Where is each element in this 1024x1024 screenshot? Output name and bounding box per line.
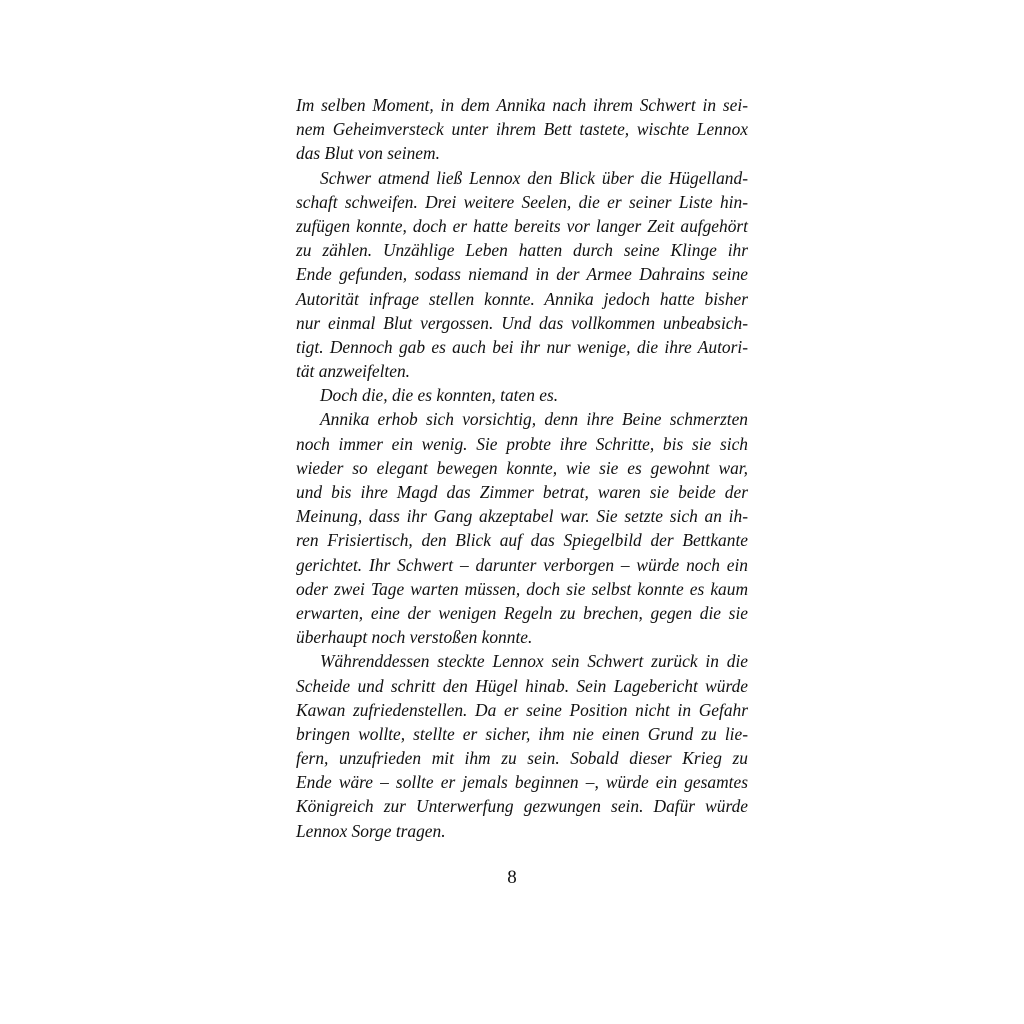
body-text — [296, 93, 748, 843]
text-line: und bis ihre Magd das Zimmer betrat, waren sie beide der — [296, 482, 748, 502]
text-line: nem Geheimversteck unter ihrem Bett tastete, wischte Lennox — [296, 119, 748, 140]
text-line: Kawan zufriedenstellen. Da er seine Position nicht in Gefahr — [296, 699, 748, 720]
text-line: Königreich zur Unterwerfung gezwungen sein. Dafür würde — [296, 796, 748, 817]
text-line: oder zwei Tage warten müssen, doch sie selbst konnte es kaum — [296, 578, 748, 599]
text-line: tät anzweifelten. — [296, 361, 410, 382]
text-line: noch immer ein wenig. Sie probte ihre Schritte, bis sie sich — [296, 433, 748, 454]
text-line: das Blut von seinem. — [296, 143, 440, 164]
text-line: Autorität infrage stellen konnte. Annika jedoch hatte bisher — [296, 288, 748, 309]
text-line: Annika erhob sich vorsichtig, denn ihre Beine schmerzten — [320, 409, 748, 430]
text-line: Schwer atmend ließ Lennox den Blick über die Hügelland- — [320, 167, 748, 188]
text-line: gerichtet. Ihr Schwert – darunter verborgen – würde noch ein — [296, 554, 748, 575]
text-line: Ende wäre – sollte er jemals beginnen –, würde ein gesamtes — [296, 772, 748, 793]
text-line: zu zählen. Unzählige Leben hatten durch seine Klinge ihr — [296, 240, 748, 261]
text-line: tigt. Dennoch gab es auch bei ihr nur wenige, die ihre Autori- — [296, 336, 748, 357]
text-line: Lennox Sorge tragen. — [296, 820, 446, 841]
text-line: Scheide und schritt den Hügel hinab. Sein Lagebericht würde — [296, 675, 748, 696]
text-line: schaft schweifen. Drei weitere Seelen, die er seiner Liste hin- — [296, 191, 748, 212]
text-line: Doch die, die es konnten, taten es. — [320, 385, 559, 406]
text-line: erwarten, eine der wenigen Regeln zu brechen, gegen die sie — [296, 602, 748, 623]
text-line: Ende gefunden, sodass niemand in der Armee Dahrains seine — [296, 264, 748, 285]
text-line: fern, unzufrieden mit ihm zu sein. Sobald dieser Krieg zu — [296, 748, 748, 769]
text-line: nur einmal Blut vergossen. Und das vollkommen unbeabsich- — [296, 312, 748, 333]
page-number: 8 — [507, 867, 517, 888]
text-line: Im selben Moment, in dem Annika nach ihrem Schwert in sei- — [296, 95, 748, 115]
text-line: bringen wollte, stellte er sicher, ihm nie einen Grund zu lie- — [296, 723, 748, 744]
text-line: zufügen konnte, doch er hatte bereits vor langer Zeit aufgehört — [296, 215, 748, 236]
text-line: wieder so elegant bewegen konnte, wie sie es gewohnt war, — [296, 457, 748, 478]
text-line: Meinung, dass ihr Gang akzeptabel war. Sie setzte sich an ih- — [296, 506, 748, 527]
text-line: Währenddessen steckte Lennox sein Schwert zurück in die — [320, 651, 748, 672]
text-line: ren Frisiertisch, den Blick auf das Spiegelbild der Bettkante — [296, 530, 748, 551]
text-line: überhaupt noch verstoßen konnte. — [296, 627, 533, 648]
